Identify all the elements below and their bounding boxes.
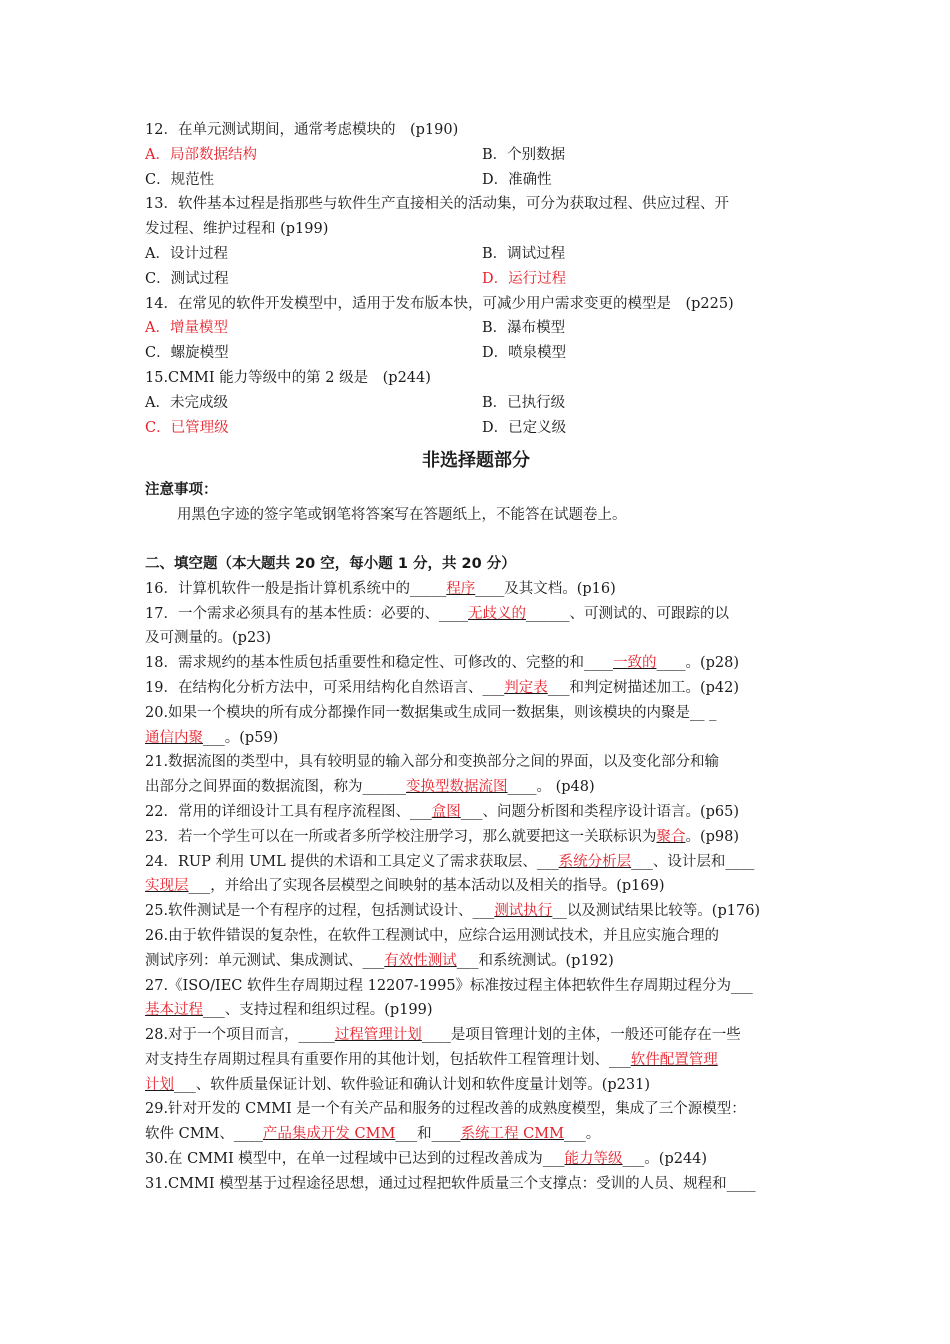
question-22 <box>145 800 807 825</box>
q26-answer: 有效性测试 <box>384 952 457 969</box>
question-24-cont <box>145 874 807 899</box>
q29-text-b: ___和____ <box>395 1126 461 1143</box>
q24-text-b: ___、设计层和____ <box>631 853 755 870</box>
q23-answer: 聚合 <box>656 828 686 845</box>
q29-text-a: 软件 CMM、____ <box>145 1126 263 1143</box>
option-c: C．已管理级 <box>145 419 229 436</box>
q28-text-b: ____是项目管理计划的主体，一般还可能存在一些 <box>421 1027 741 1044</box>
question-28 <box>145 1023 807 1048</box>
q22-answer: 盒图 <box>431 803 461 820</box>
q28-answer: 过程管理计划 <box>334 1027 422 1044</box>
q18-text-b: ____。(p28) <box>656 655 739 672</box>
q22-text-a: 22．常用的详细设计工具有程序流程图、___ <box>145 803 432 820</box>
q24-text-a: 24．RUP 利用 UML 提供的术语和工具定义了需求获取层、___ <box>145 853 559 870</box>
question-29: 29.针对开发的 CMMI 是一个有关产品和服务的过程改善的成熟度模型，集成了三个源模型： <box>145 1101 746 1118</box>
notice-heading: 注意事项： <box>145 482 218 499</box>
q28-text-d: ___、软件质量保证计划、软件验证和确认计划和软件度量计划等。(p231) <box>174 1076 651 1093</box>
question-14-options <box>145 316 807 341</box>
q17-answer: 无歧义的 <box>467 605 526 622</box>
question-14-options-row2 <box>145 341 807 366</box>
q21-answer: 变换型数据流图 <box>406 779 508 796</box>
option-c: C．测试过程 <box>145 270 229 287</box>
question-19 <box>145 676 807 701</box>
question-24 <box>145 850 807 875</box>
q26-text-a: 测试序列：单元测试、集成测试、___ <box>145 952 385 969</box>
q28-text-a: 28.对于一个项目而言，_____ <box>145 1027 335 1044</box>
option-d: D．已定义级 <box>482 419 567 436</box>
section-title: 非选择题部分 <box>422 450 530 472</box>
q17-text-b: ______、可测试的、可跟踪的以 <box>525 605 729 622</box>
q17-text-a: 17．一个需求必须具有的基本性质：必要的、____ <box>145 605 468 622</box>
question-13-stem: 13．软件基本过程是指那些与软件生产直接相关的活动集，可分为获取过程、供应过程、开 <box>145 196 729 213</box>
option-d: D．运行过程 <box>482 270 567 287</box>
question-12-options <box>145 143 807 168</box>
q25-text-a: 25.软件测试是一个有程序的过程，包括测试设计、___ <box>145 903 495 920</box>
option-b: B．已执行级 <box>482 394 566 411</box>
question-12-options-row2 <box>145 168 807 193</box>
q16-text-a: 16．计算机软件一般是指计算机系统中的_____ <box>145 580 447 597</box>
question-15-options <box>145 391 807 416</box>
q16-text-b: ____及其文档。(p16) <box>475 580 616 597</box>
q19-text-b: ___和判定树描述加工。(p42) <box>547 679 739 696</box>
question-23 <box>145 825 807 850</box>
q26-text-b: ___和系统测试。(p192) <box>456 952 614 969</box>
q25-answer: 测试执行 <box>494 903 553 920</box>
q30-answer: 能力等级 <box>564 1151 623 1168</box>
question-16 <box>145 577 807 602</box>
question-15-options-row2 <box>145 416 807 441</box>
q21-text-b: ____。 (p48) <box>507 779 595 796</box>
question-29-cont <box>145 1122 807 1147</box>
question-30 <box>145 1147 807 1172</box>
option-b: B．调试过程 <box>482 245 566 262</box>
option-d: D．喷泉模型 <box>482 345 567 362</box>
q19-text-a: 19．在结构化分析方法中，可采用结构化自然语言、___ <box>145 679 505 696</box>
q24-answer: 系统分析层 <box>558 853 632 870</box>
spacer <box>145 528 807 552</box>
q29-answer-2: 系统工程 CMM <box>460 1126 564 1143</box>
question-18 <box>145 651 807 676</box>
question-15-stem: 15.CMMI 能力等级中的第 2 级是 (p244) <box>145 369 431 386</box>
q29-answer: 产品集成开发 CMM <box>262 1126 396 1143</box>
q27-text-b: ___、支持过程和组织过程。(p199) <box>203 1002 433 1019</box>
question-13-stem-cont: 发过程、维护过程和 (p199) <box>145 221 329 238</box>
question-21: 21.数据流图的类型中，具有较明显的输入部分和变换部分之间的界面，以及变化部分和输 <box>145 754 720 771</box>
question-27: 27.《ISO/IEC 软件生存周期过程 12207-1995》标准按过程主体把软件生存周期过程分为___ <box>145 977 753 994</box>
q22-text-b: ___、问题分析图和类程序设计语言。(p65) <box>460 803 739 820</box>
option-b: B．个别数据 <box>482 146 566 163</box>
q28-answer-2a: 软件配置管理 <box>630 1051 718 1068</box>
question-12-stem: 12．在单元测试期间，通常考虑模块的 (p190) <box>145 122 459 138</box>
question-20-cont <box>145 726 807 751</box>
question-28-cont2 <box>145 1073 807 1098</box>
option-a: A．局部数据结构 <box>145 146 257 163</box>
question-21-cont <box>145 775 807 800</box>
question-26-cont <box>145 949 807 974</box>
question-17 <box>145 602 807 627</box>
option-c: C．规范性 <box>145 171 215 188</box>
q18-answer: 一致的 <box>612 655 657 672</box>
q23-text-b: 。(p98) <box>685 828 739 845</box>
q18-text-a: 18．需求规约的基本性质包括重要性和稳定性、可修改的、完整的和____ <box>145 655 613 672</box>
q30-text-b: ___。(p244) <box>622 1151 708 1168</box>
question-20: 20.如果一个模块的所有成分都操作同一数据集或生成同一数据集，则该模块的内聚是__ _ <box>145 704 717 721</box>
question-25 <box>145 899 807 924</box>
q19-answer: 判定表 <box>504 679 548 696</box>
exam-page <box>145 118 807 1197</box>
option-a: A．设计过程 <box>145 245 228 262</box>
q21-text-a: 出部分之间界面的数据流图，称为______ <box>145 779 406 796</box>
question-26: 26.由于软件错误的复杂性，在软件工程测试中，应综合运用测试技术，并且应实施合理的 <box>145 927 720 944</box>
question-17-cont: 及可测量的。(p23) <box>145 630 272 647</box>
fill-heading: 二、填空题（本大题共 20 空，每小题 1 分，共 20 分） <box>145 555 516 572</box>
question-27-cont <box>145 998 807 1023</box>
q20-text-b: ___。(p59) <box>203 729 279 746</box>
option-b: B．瀑布模型 <box>482 320 566 337</box>
q29-text-c: ___。 <box>563 1126 601 1143</box>
question-13-options-row2 <box>145 267 807 292</box>
q24-answer-2: 实现层 <box>145 878 189 895</box>
q25-text-b: __以及测试结果比较等。(p176) <box>552 903 761 920</box>
q30-text-a: 30.在 CMMI 模型中，在单一过程域中已达到的过程改善成为___ <box>145 1151 565 1168</box>
q28-text-c: 对支持生存周期过程具有重要作用的其他计划，包括软件工程管理计划、___ <box>145 1051 631 1068</box>
q20-answer: 通信内聚 <box>145 729 203 746</box>
question-14-stem: 14．在常见的软件开发模型中，适用于发布版本快，可减少用户需求变更的模型是 (p225) <box>145 295 734 312</box>
option-d: D．准确性 <box>482 171 552 188</box>
question-31: 31.CMMI 模型基于过程途径思想，通过过程把软件质量三个支撑点：受训的人员、规程和____ <box>145 1175 756 1192</box>
q27-answer: 基本过程 <box>145 1002 203 1019</box>
q16-answer: 程序 <box>446 580 476 597</box>
q23-text-a: 23．若一个学生可以在一所或者多所学校注册学习，那么就要把这一关联标识为 <box>145 828 657 845</box>
option-c: C．螺旋模型 <box>145 345 229 362</box>
option-a: A．未完成级 <box>145 394 228 411</box>
q28-answer-2b: 计划 <box>145 1076 174 1093</box>
q24-text-c: ___，并给出了实现各层模型之间映射的基本活动以及相关的指导。(p169) <box>188 878 665 895</box>
question-13-options <box>145 242 807 267</box>
option-a: A．增量模型 <box>145 320 228 337</box>
question-28-cont <box>145 1048 807 1073</box>
notice-body: 用黑色字迹的签字笔或钢笔将答案写在答题纸上，不能答在试题卷上。 <box>177 507 627 524</box>
